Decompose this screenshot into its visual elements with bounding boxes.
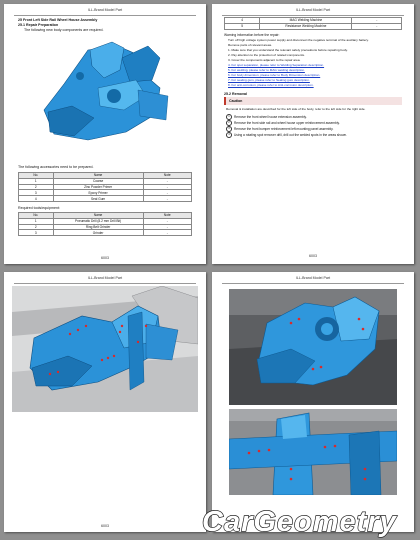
intro-text: The following new body components are required. — [24, 28, 104, 32]
caution-label: Caution — [229, 99, 243, 103]
document-page-1 — [4, 4, 206, 264]
table-cell: Pneumatic Drill (8.2 mm Drill Bit) — [53, 218, 143, 224]
tools-table — [18, 212, 192, 236]
table-cell: Seal Gum — [53, 196, 143, 202]
table-cell: Ring Belt Grinder — [53, 224, 143, 230]
table-cell: - — [143, 224, 191, 230]
table-cell: 4 — [19, 196, 54, 202]
subsection-title: 25.1 Repair Preparation — [18, 23, 59, 27]
note-link[interactable]: 7. For sealing gum, please refer to Sealing gum description. — [228, 78, 310, 82]
caution-text: Removal & installation are described for the left side of the body, refer to the left side for the right side. — [226, 107, 366, 111]
body-in-white-removal-figure — [12, 286, 198, 412]
step-2-icon: 2 — [226, 120, 232, 126]
wheel-house-assembly-figure — [28, 36, 178, 154]
table-cell: Grinder — [53, 230, 143, 236]
document-page-2 — [212, 4, 414, 264]
note-link[interactable]: 8. For anti-corrosion, please refer to Anti-corrosion description. — [228, 83, 314, 87]
table-cell: 2 — [19, 224, 54, 230]
table-cell: 2 — [19, 184, 54, 190]
step-item: 4 Using a rotating spot remover drill, drill out the welded spots in the areas shown. — [226, 132, 347, 138]
step-item: 3 Remove the front bumper reinforcement left mounting panel assembly. — [226, 126, 333, 132]
document-page-3 — [4, 272, 206, 532]
note-line: Turn off high voltage system power supply and disconnect the negative terminal of the auxiliary battery. — [228, 38, 369, 42]
table-row — [225, 23, 402, 29]
tools-caption: Required tools/equipment: — [18, 206, 60, 210]
note-line: 2. Pay attention to the protection of related components. — [228, 53, 305, 57]
table-header: Note — [143, 173, 191, 179]
table-cell: Epoxy Primer — [53, 190, 143, 196]
step-1-icon: 1 — [226, 114, 232, 120]
step-3-icon: 3 — [226, 126, 232, 132]
page-number: 6003 — [309, 254, 317, 258]
table-cell: 4 — [225, 18, 260, 24]
step-item: 1 Remove the front wheel house extension assembly. — [226, 114, 307, 120]
wheel-house-photo-top — [229, 289, 397, 405]
note-line: 3. Cover the components adjacent to the repair area. — [228, 58, 301, 62]
table-cell: 3 — [19, 230, 54, 236]
table-cell: - — [143, 196, 191, 202]
table-cell: - — [143, 184, 191, 190]
page-header: ILL-Brand Model Part — [222, 7, 404, 16]
page-header: ILL-Brand Model Part — [14, 7, 196, 16]
table-cell: 1 — [19, 178, 54, 184]
table-cell: - — [352, 18, 402, 24]
consumables-caption: The following accessories need to be prepared. — [18, 165, 94, 169]
document-page-4 — [212, 272, 414, 532]
table-cell: - — [352, 23, 402, 29]
step-item: 2 Remove the front side rail and wheel house upper reinforcement assembly. — [226, 120, 340, 126]
consumables-table — [18, 172, 192, 202]
table-cell: MAG Welding Machine — [260, 18, 352, 24]
warning-title: Warning information before the repair: — [224, 33, 280, 37]
table-cell: 3 — [19, 190, 54, 196]
note-link[interactable]: 6. For body dimension, please refer to Body Dimension description. — [228, 73, 321, 77]
page-header: ILL-Brand Model Part — [14, 275, 196, 284]
table-cell: 5 — [225, 23, 260, 29]
table-cell: - — [143, 218, 191, 224]
wheel-house-photo-bottom — [229, 409, 397, 495]
table-header: Name — [53, 173, 143, 179]
table-row — [19, 230, 192, 236]
page-header: ILL-Brand Model Part — [222, 275, 404, 284]
table-cell: 1 — [19, 218, 54, 224]
watermark-text: CarGeometry — [202, 506, 397, 538]
note-link[interactable]: 5. For welding, please refer to MAG welding description. — [228, 68, 305, 72]
tools-table-continued — [224, 17, 402, 30]
table-cell: - — [143, 190, 191, 196]
removal-title: 25.2 Removal — [224, 92, 247, 96]
table-cell: - — [143, 178, 191, 184]
page-number: 6003 — [101, 524, 109, 528]
caution-box — [224, 97, 402, 105]
note-line: 1. Make sure that you understand the relevant safety precautions before repairing body. — [228, 48, 348, 52]
note-line: Remove parts of relevant areas. — [228, 43, 273, 47]
table-cell: Resistance Welding Machine — [260, 23, 352, 29]
table-cell: Zinc Powder Primer — [53, 184, 143, 190]
page-number: 6003 — [101, 256, 109, 260]
table-header: Note — [143, 213, 191, 219]
cargeometry-watermark — [198, 500, 416, 540]
table-cell: Coarse — [53, 178, 143, 184]
step-4-icon: 4 — [226, 132, 232, 138]
table-header: No. — [19, 173, 54, 179]
table-cell: - — [143, 230, 191, 236]
table-row — [19, 196, 192, 202]
note-link[interactable]: 4. For spot separation, please refer to Welding Separation description. — [228, 63, 325, 67]
table-header: Name — [53, 213, 143, 219]
table-header: No. — [19, 213, 54, 219]
section-title: 25 Front Left Side Rail Wheel House Assembly — [18, 18, 98, 22]
